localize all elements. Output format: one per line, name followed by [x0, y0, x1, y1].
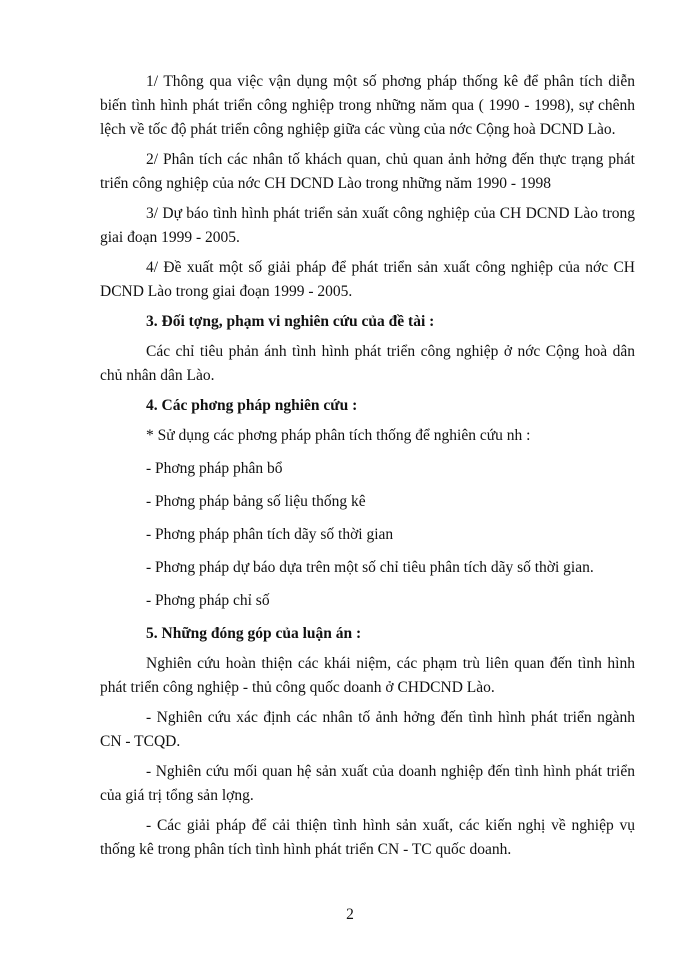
- section-3-heading: 3. Đối tợng, phạm vi nghiên cứu của đề tài :: [146, 313, 435, 330]
- method-item: - Phơng pháp phân tích dãy số thời gian: [146, 526, 394, 543]
- method-item: - Phơng pháp chỉ số: [146, 592, 270, 609]
- section-3-body: Các chỉ tiêu phản ánh tình hình phát triển công nghiệp ở nớc Cộng hoà dân chủ nhân dân Lào.: [100, 343, 635, 384]
- objective-3: 3/ Dự báo tình hình phát triển sản xuất công nghiệp của CH DCND Lào trong giai đoạn 1999 - 2005.: [100, 205, 635, 246]
- method-item: - Phơng pháp dự báo dựa trên một số chỉ tiêu phân tích dãy số thời gian.: [146, 559, 594, 576]
- objective-4: 4/ Đề xuất một số giải pháp để phát triển sản xuất công nghiệp của nớc CH DCND Lào trong giai đoạn 1999 - 2005.: [100, 259, 635, 300]
- section-4-intro: * Sử dụng các phơng pháp phân tích thống để nghiên cứu nh :: [146, 427, 531, 444]
- contribution-4: - Các giải pháp để cải thiện tình hình sản xuất, các kiến nghị về nghiệp vụ thống kê trong phân tích tình hình phát triển CN - TC quốc doanh.: [100, 817, 635, 858]
- method-item: - Phơng pháp phân bổ: [146, 460, 283, 477]
- body-text: [100, 70, 635, 868]
- objective-2: 2/ Phân tích các nhân tố khách quan, chủ quan ảnh hởng đến thực trạng phát triển công nghiệp của nớc CH DCND Lào trong những năm 1990 - 1998: [100, 151, 635, 192]
- contribution-1: Nghiên cứu hoàn thiện các khái niệm, các phạm trù liên quan đến tình hình phát triển công nghiệp - thủ công quốc doanh ở CHDCND Lào.: [100, 655, 635, 696]
- section-5-heading: 5. Những đóng góp của luận án :: [146, 625, 362, 642]
- method-item: - Phơng pháp bảng số liệu thống kê: [146, 493, 366, 510]
- objective-1: 1/ Thông qua việc vận dụng một số phơng pháp thống kê để phân tích diễn biến tình hình phát triển công nghiệp trong những năm qua ( 1990 - 1998), sự chênh lệch về tốc độ phát triển công nghiệp giữa các vùng của nớc Cộng hoà DCND Lào.: [100, 73, 635, 138]
- contribution-2: - Nghiên cứu xác định các nhân tố ảnh hởng đến tình hình phát triển ngành CN - TCQD.: [100, 709, 635, 750]
- section-4-heading: 4. Các phơng pháp nghiên cứu :: [146, 397, 358, 414]
- contribution-3: - Nghiên cứu mối quan hệ sản xuất của doanh nghiệp đến tình hình phát triển của giá trị tổng sản lợng.: [100, 763, 635, 804]
- page-number: 2: [346, 906, 354, 923]
